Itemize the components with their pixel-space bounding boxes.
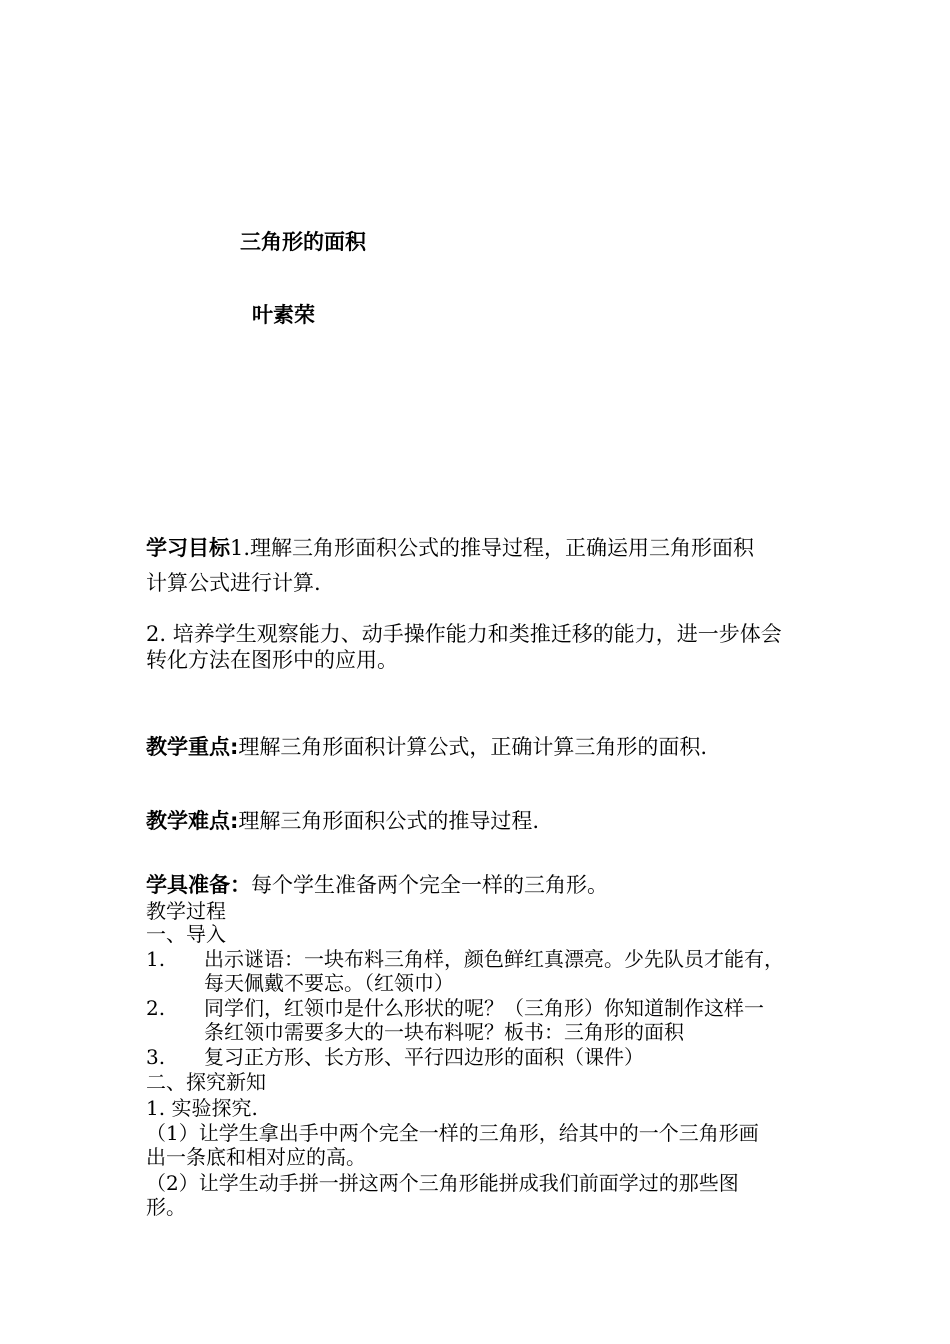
section-explore-heading: 二、探究新知 xyxy=(146,1070,266,1094)
explore-step-2-line-2: 形。 xyxy=(146,1195,186,1219)
intro-item-3-number: 3. xyxy=(146,1045,166,1069)
document-title: 三角形的面积 xyxy=(240,230,366,254)
materials-text: 每个学生准备两个完全一样的三角形。 xyxy=(251,873,608,897)
intro-item-1-line-2: 每天佩戴不要忘。（红领巾） xyxy=(204,971,454,995)
explore-step-1-line-1: （1）让学生拿出手中两个完全一样的三角形，给其中的一个三角形画 xyxy=(146,1121,759,1145)
intro-item-2-line-1: 同学们，红领巾是什么形状的呢？（三角形）你知道制作这样一 xyxy=(204,996,764,1020)
objectives-label: 学习目标 xyxy=(146,536,230,560)
difficulty-label: 教学难点: xyxy=(146,809,239,833)
intro-item-3-line-1: 复习正方形、长方形、平行四边形的面积（课件） xyxy=(204,1045,644,1069)
explore-step-1-line-2: 出一条底和相对应的高。 xyxy=(146,1145,366,1169)
difficulty-text: 理解三角形面积公式的推导过程. xyxy=(238,809,540,833)
intro-item-2-number: 2. xyxy=(146,996,166,1020)
intro-item-2-line-2: 条红领巾需要多大的一块布料呢？板书：三角形的面积 xyxy=(204,1020,684,1044)
objectives-line-4: 转化方法在图形中的应用。 xyxy=(146,648,398,672)
explore-step-2-line-1: （2）让学生动手拼一拼这两个三角形能拼成我们前面学过的那些图 xyxy=(146,1171,739,1195)
section-intro-heading: 一、导入 xyxy=(146,922,226,946)
key-point-label: 教学重点: xyxy=(146,735,239,759)
objectives-text-1: 1.理解三角形面积公式的推导过程，正确运用三角形面积 xyxy=(230,536,755,560)
difficulty xyxy=(146,809,826,833)
intro-item-1-line-1: 出示谜语：一块布料三角样，颜色鲜红真漂亮。少先队员才能有， xyxy=(204,947,784,971)
objectives-line-2: 计算公式进行计算. xyxy=(146,571,321,595)
key-point xyxy=(146,735,826,759)
explore-title: 1. 实验探究. xyxy=(146,1096,258,1120)
materials-label: 学具准备： xyxy=(146,873,251,897)
author-name: 叶素荣 xyxy=(252,303,315,327)
intro-item-1-number: 1. xyxy=(146,947,166,971)
objectives-line-3: 2. 培养学生观察能力、动手操作能力和类推迁移的能力，进一步体会 xyxy=(146,622,782,646)
objectives-line-1 xyxy=(146,536,826,560)
process-title: 教学过程 xyxy=(146,899,226,923)
materials xyxy=(146,873,826,897)
key-point-text: 理解三角形面积计算公式，正确计算三角形的面积. xyxy=(238,735,708,759)
